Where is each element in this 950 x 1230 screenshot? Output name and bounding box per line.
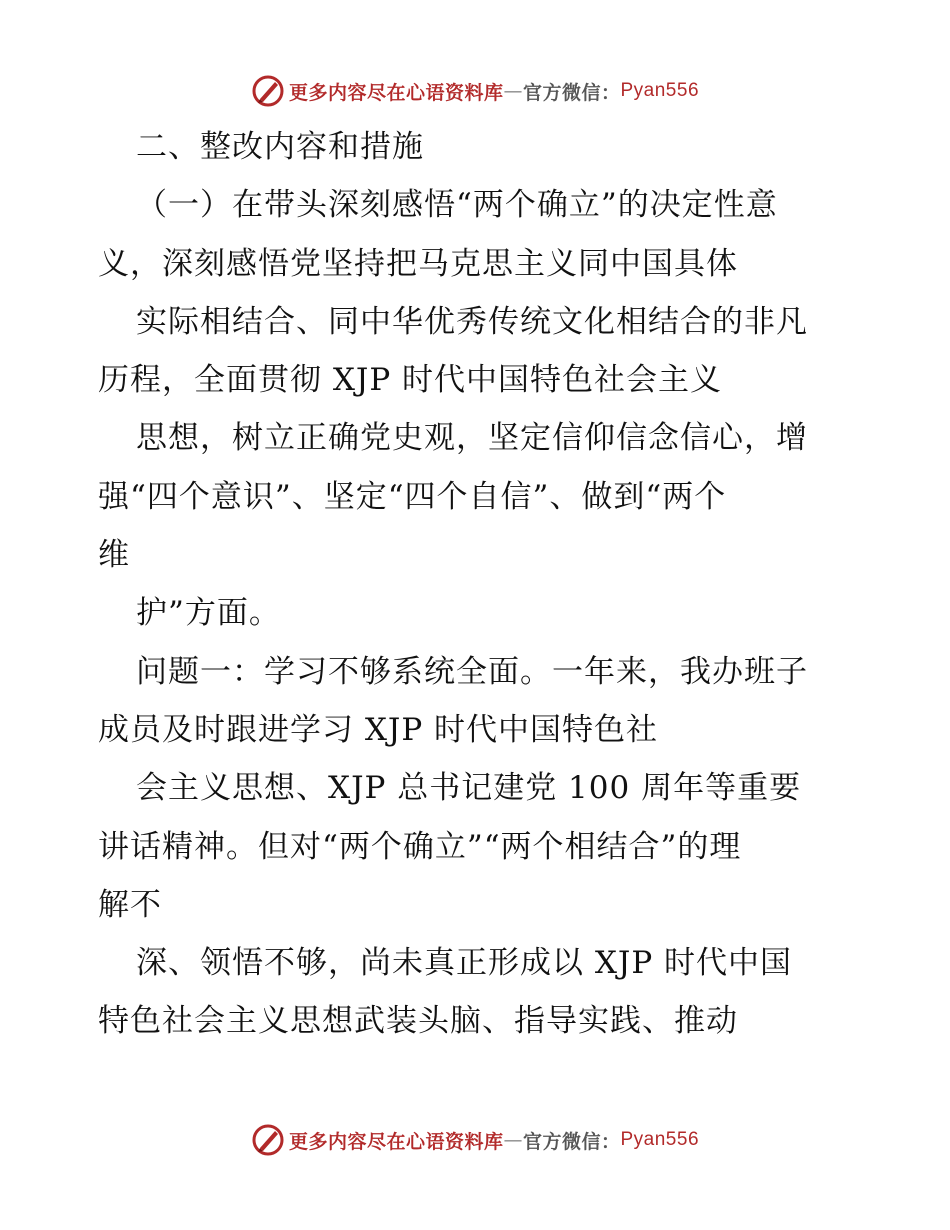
- text-line: 思想，树立正确党史观，坚定信仰信念信心，增: [136, 420, 808, 457]
- watermark-wechat-label: 官方微信：: [522, 1130, 621, 1153]
- text-line: 维: [98, 537, 130, 574]
- watermark-wechat-id: Pyan556: [620, 1129, 700, 1150]
- header-watermark: [0, 71, 950, 111]
- text-line: 特色社会主义思想武装头脑、指导实践、推动: [98, 1003, 738, 1040]
- text-line: 问题一：学习不够系统全面。一年来，我办班子: [136, 653, 808, 690]
- section-heading: 二、整改内容和措施: [136, 129, 424, 165]
- watermark-wechat-id: Pyan556: [620, 80, 700, 101]
- pen-logo-icon: [251, 1123, 285, 1157]
- document-body: [98, 118, 858, 1051]
- pen-logo-icon: [251, 74, 285, 108]
- text-line: （一）在带头深刻感悟“两个确立”的决定性意: [136, 187, 778, 224]
- watermark-brand-text: 更多内容尽在心语资料库: [288, 1130, 504, 1153]
- text-line: 讲话精神。但对“两个确立”“两个相结合”的理: [98, 828, 742, 865]
- watermark-wechat-label: 官方微信：: [522, 81, 621, 104]
- watermark-brand-text: 更多内容尽在心语资料库: [288, 81, 504, 104]
- watermark-dash: —: [503, 80, 523, 102]
- text-line: 护”方面。: [136, 595, 281, 632]
- watermark-dash: —: [503, 1129, 523, 1151]
- footer-watermark: [0, 1120, 950, 1160]
- text-line: 解不: [98, 886, 162, 923]
- text-line: 深、领悟不够，尚未真正形成以 XJP 时代中国: [136, 945, 793, 982]
- text-line: 强“四个意识”、坚定“四个自信”、做到“两个: [98, 478, 727, 515]
- text-line: 义，深刻感悟党坚持把马克思主义同中国具体: [98, 245, 738, 282]
- text-line: 历程，全面贯彻 XJP 时代中国特色社会主义: [98, 362, 723, 399]
- text-line: 实际相结合、同中华优秀传统文化相结合的非凡: [136, 303, 808, 340]
- text-line: 会主义思想、XJP 总书记建党 100 周年等重要: [136, 770, 802, 807]
- text-line: 成员及时跟进学习 XJP 时代中国特色社: [98, 711, 659, 748]
